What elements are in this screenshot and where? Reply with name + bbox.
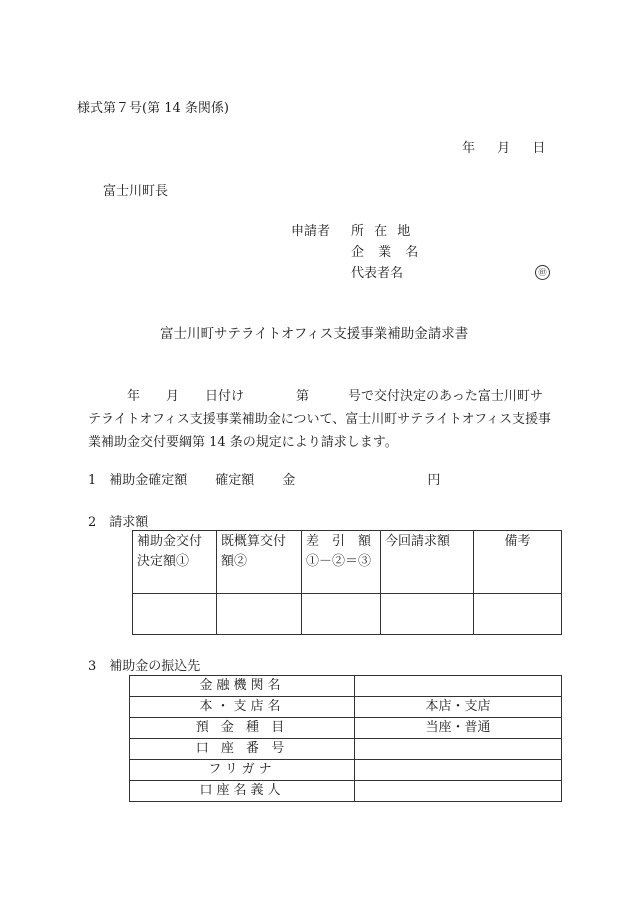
claim-header-row xyxy=(133,531,562,594)
representative-label: 代表者名 xyxy=(351,266,404,281)
body-text: 年 月 日付け 第 号で交付決定のあった富士川町サテライトオフィス支援事業補助金について、富士川町サテライトオフィス支援事業補助金交付要綱第 14 条の規定により請求します。 xyxy=(88,389,552,450)
section-3-label: 3 補助金の振込先 xyxy=(88,659,201,674)
addressee: 富士川町長 xyxy=(103,184,169,199)
account-number-value[interactable] xyxy=(355,739,562,760)
table-row xyxy=(130,781,562,802)
date-month: 月 xyxy=(497,141,511,156)
document-title: 富士川町サテライトオフィス支援事業補助金請求書 xyxy=(160,326,469,342)
cell-prior-amount[interactable] xyxy=(217,594,302,635)
branch-label: 本・支店名 xyxy=(130,697,355,718)
header-current-claim: 今回請求額 xyxy=(381,531,474,594)
company-label: 企 業 名 xyxy=(351,245,424,260)
yen-label: 円 xyxy=(427,473,441,488)
header-remarks: 備考 xyxy=(474,531,562,594)
cell-decided-amount[interactable] xyxy=(133,594,217,635)
table-row xyxy=(130,676,562,697)
table-row xyxy=(133,594,562,635)
account-type-value[interactable]: 当座・普通 xyxy=(355,718,562,739)
account-holder-label: 口座名義人 xyxy=(130,781,355,802)
table-row xyxy=(130,739,562,760)
bank-table xyxy=(129,675,562,802)
claim-table xyxy=(132,530,562,635)
table-row xyxy=(130,718,562,739)
date-line xyxy=(462,141,545,157)
seal-icon: ㊞ xyxy=(535,265,550,280)
table-row xyxy=(130,760,562,781)
header-prior-amount: 既概算交付額② xyxy=(217,531,302,594)
section-1-label: 1 補助金確定額 xyxy=(88,473,188,488)
bank-name-value[interactable] xyxy=(355,676,562,697)
furigana-label: フリガナ xyxy=(130,760,355,781)
cell-current-claim[interactable] xyxy=(381,594,474,635)
header-difference: 差 引 額①－②＝③ xyxy=(302,531,381,594)
header-decided-amount: 補助金交付決定額① xyxy=(133,531,217,594)
cell-difference[interactable] xyxy=(302,594,381,635)
cell-remarks[interactable] xyxy=(474,594,562,635)
form-number: 様式第７号(第 14 条関係) xyxy=(77,101,229,116)
confirmed-amount-label: 確定額 xyxy=(215,473,255,488)
section-2-label: 2 請求額 xyxy=(88,515,149,530)
kin-label: 金 xyxy=(282,473,296,488)
table-row xyxy=(130,697,562,718)
applicant-label: 申請者 xyxy=(291,224,331,239)
account-type-label: 預 金 種 目 xyxy=(130,718,355,739)
date-year: 年 xyxy=(462,141,476,156)
branch-value[interactable]: 本店・支店 xyxy=(355,697,562,718)
account-number-label: 口 座 番 号 xyxy=(130,739,355,760)
bank-name-label: 金融機関名 xyxy=(130,676,355,697)
account-holder-value[interactable] xyxy=(355,781,562,802)
furigana-value[interactable] xyxy=(355,760,562,781)
section-1 xyxy=(88,473,440,489)
address-label: 所 在 地 xyxy=(351,224,414,239)
date-day: 日 xyxy=(532,141,546,156)
